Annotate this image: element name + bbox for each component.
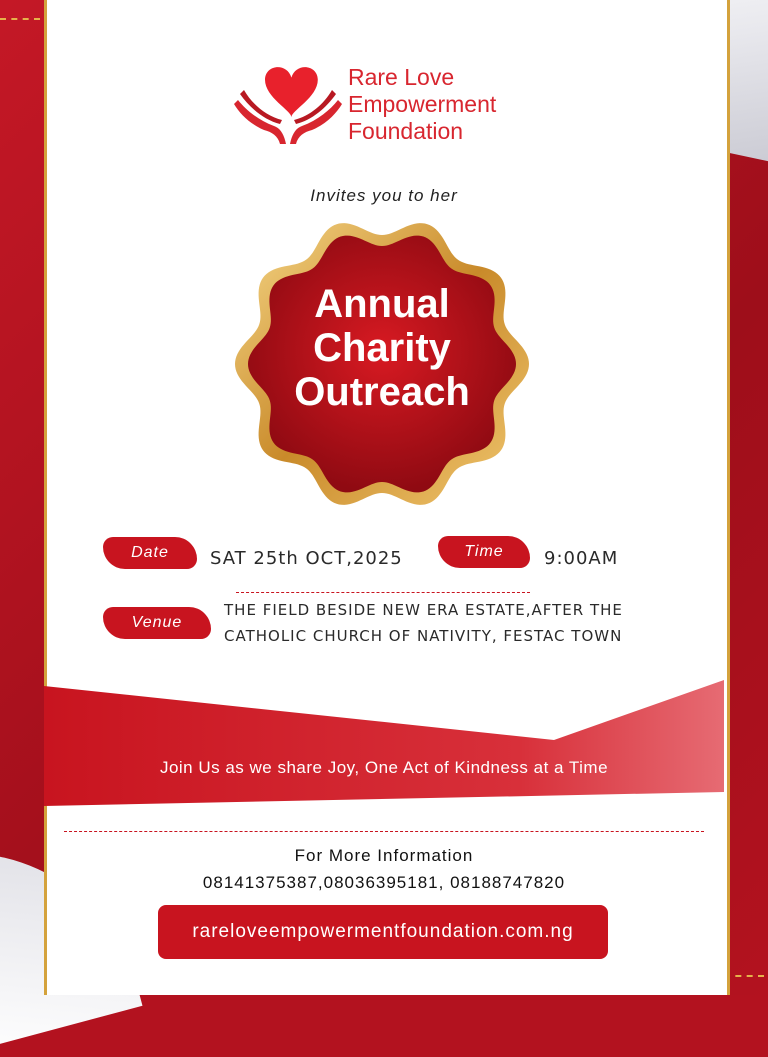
date-value: SAT 25th OCT,2025 [210,548,403,569]
footer-divider [64,831,704,832]
venue-line-1: THE FIELD BESIDE NEW ERA ESTATE,AFTER THE [224,601,623,619]
brand-line-2: Empowerment [348,91,497,117]
time-value: 9:00AM [544,548,619,569]
details-divider [236,592,530,593]
tagline: Join Us as we share Joy, One Act of Kindness at a Time [159,758,609,777]
brand-line-1: Rare Love [348,64,455,90]
venue-label-pill: Venue [103,607,211,639]
tagline-band [44,680,724,810]
corner-dash-bottom-right [724,975,764,977]
brand-line-3: Foundation [348,118,464,144]
event-title-line-3: Outreach [294,370,470,414]
invite-text: Invites you to her [310,186,458,205]
time-label-pill: Time [438,536,530,568]
brand-name [348,64,496,145]
info-heading: For More Information [294,846,474,865]
event-title-line-1: Annual [314,282,450,326]
date-label-pill: Date [103,537,197,569]
corner-dash-top-left [0,18,40,20]
event-title-line-2: Charity [313,326,451,370]
website-button[interactable]: rareloveempowermentfoundation.com.ng [158,905,608,959]
event-title [232,282,532,414]
phone-numbers: 08141375387,08036395181, 08188747820 [202,873,566,892]
venue-line-2: CATHOLIC CHURCH OF NATIVITY, FESTAC TOWN [224,627,623,645]
